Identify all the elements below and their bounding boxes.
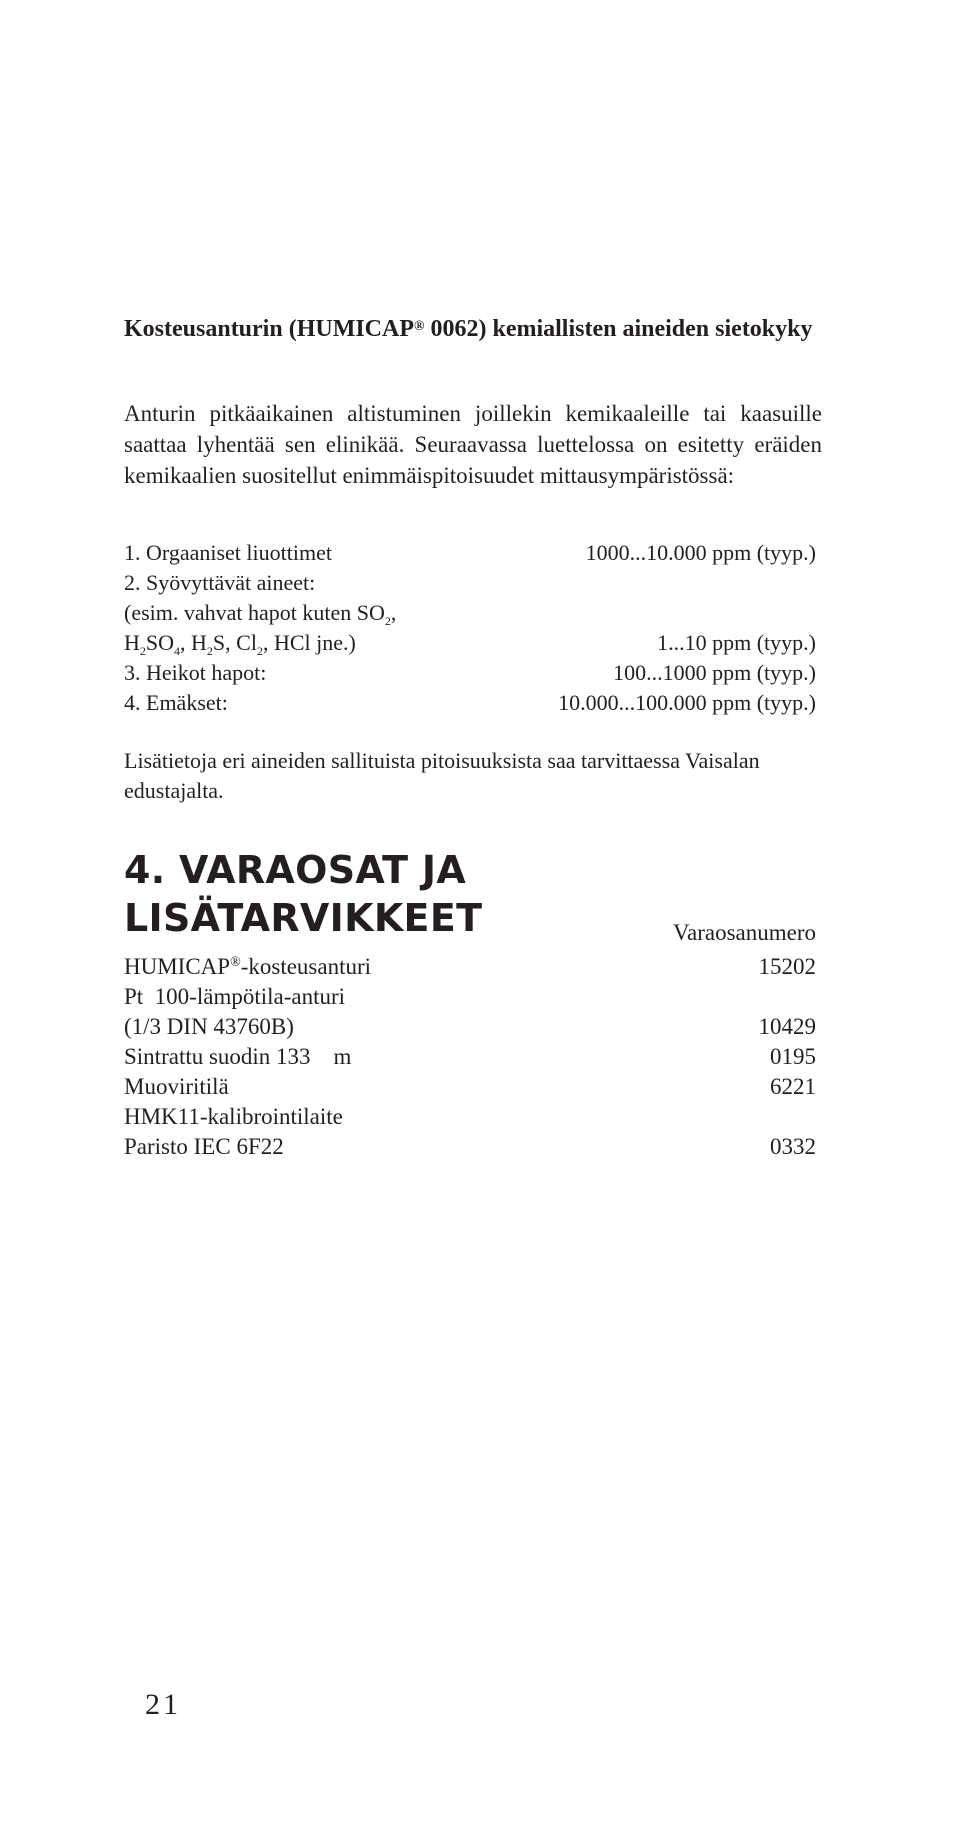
text-part: , [390,600,397,625]
subscript: 4 [174,644,181,658]
text-part: , HCl jne.) [262,630,356,655]
part-row [124,982,816,1012]
chemical-row-organic-solvents [124,538,816,568]
chemical-label: 4. Emäkset: [124,690,228,715]
part-name: (1/3 DIN 43760B) [124,1014,294,1039]
part-row [124,952,816,982]
text-part: HUMICAP [124,954,231,979]
chemical-label [124,628,356,658]
subscript: 2 [256,644,263,658]
chemical-row-corrosive-examples [124,598,816,628]
chemical-value: 100...1000 ppm (tyyp.) [613,660,816,685]
part-number: 15202 [758,954,816,979]
part-number: 6221 [770,1074,816,1099]
part-row [124,1042,816,1072]
subscript: 2 [206,644,213,658]
part-name [124,952,371,982]
text-part: (esim. vahvat hapot kuten SO [124,600,385,625]
chemical-label: 2. Syövyttävät aineet: [124,570,316,595]
chapter-title: 4. VARAOSAT JA LISÄTARVIKKEET [124,848,483,940]
part-name: Pt 100-lämpötila-anturi [124,984,346,1009]
part-number: 10429 [758,1014,816,1039]
text-part: H [124,630,140,655]
chemical-value: 1000...10.000 ppm (tyyp.) [585,540,816,565]
text-part: S, Cl [212,630,257,655]
registered-mark: ® [414,319,425,334]
chemical-row-corrosive [124,568,816,598]
chemical-row-weak-acids [124,658,816,688]
subscript: 2 [139,644,146,658]
text-part: SO [145,630,175,655]
text-part: , H [180,630,207,655]
part-number: 0332 [770,1134,816,1159]
page-number: 21 [145,1688,181,1721]
heading-text-start: Kosteusanturin (HUMICAP [124,316,415,342]
part-name: Muoviritilä [124,1074,229,1099]
part-number: 0195 [770,1044,816,1069]
subscript: 2 [384,614,391,628]
part-name: HMK11-kalibrointilaite [124,1104,343,1129]
parts-column-header: Varaosanumero [672,920,816,945]
registered-mark: ® [230,955,241,970]
chemical-row-bases [124,688,816,718]
note-paragraph: Lisätietoja eri aineiden sallituista pitoisuuksista saa tarvittaessa Vaisalan edustajalta. [124,748,760,803]
part-row [124,1012,816,1042]
heading-text-end: 0062) kemiallisten aineiden sietokyky [424,316,813,342]
chemical-row-corrosive-formulas [124,628,816,658]
chemical-label: 3. Heikot hapot: [124,660,267,685]
chemical-label [124,598,396,628]
chemical-label: 1. Orgaaniset liuottimet [124,540,332,565]
part-row [124,1132,816,1162]
part-name: Paristo IEC 6F22 [124,1134,284,1159]
chemical-value: 10.000...100.000 ppm (tyyp.) [558,690,816,715]
spare-parts-list [124,918,816,1162]
part-row [124,1102,816,1132]
part-name: Sintrattu suodin 133 m [124,1044,352,1069]
part-row [124,1072,816,1102]
intro-paragraph: Anturin pitkäaikainen altistuminen joillekin kemikaaleille tai kaasuille saattaa lyhentää sen elinikää. Seuraavassa luettelossa on esitetty eräiden kemikaalien suositellut enimmäispitoisuudet mittausympäristössä: [124,401,822,488]
chemical-value: 1...10 ppm (tyyp.) [657,630,816,655]
text-part: -kosteusanturi [240,954,372,979]
section-heading [124,312,822,346]
chemical-tolerance-list [124,538,816,718]
